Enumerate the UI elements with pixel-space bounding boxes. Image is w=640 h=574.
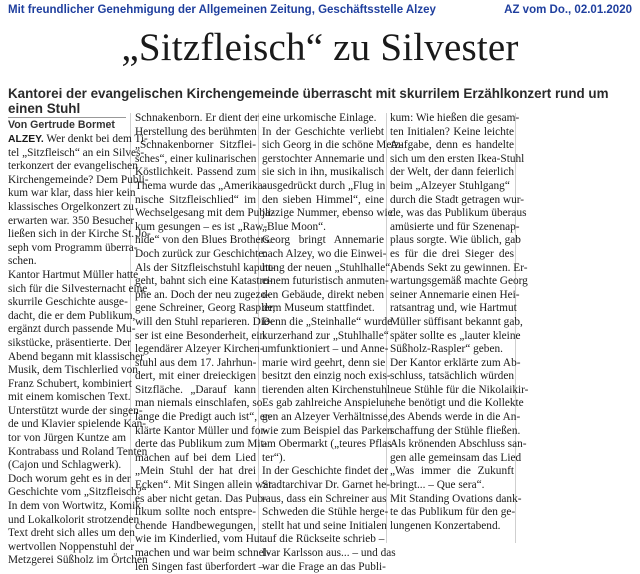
article-line: bringt... – Que sera“. <box>390 479 485 492</box>
article-line: ausgedrückt durch „Flug in <box>262 179 386 192</box>
article-line: ALZEY. Wer denkt bei dem Ti- <box>8 133 148 145</box>
article-line: klärte Kantor Müller und for- <box>135 424 268 437</box>
article-line: „Schnakenborner Sitzflei- <box>135 139 256 152</box>
article-line: durch die Stadt getragen wur- <box>390 193 525 206</box>
column-divider <box>515 113 516 543</box>
article-line: dem Museum stattfindet. <box>262 302 375 315</box>
article-line: auf die Rückseite schrieb – <box>262 533 385 546</box>
article-column-4 <box>390 112 529 533</box>
article-line: „Blue Moon“. <box>262 220 327 233</box>
article-line: te das Publikum für den ge- <box>390 506 516 519</box>
article-line: Sitzfläche. „Darauf kann <box>135 383 256 396</box>
article-line: Wechselgesang mit dem Publi- <box>135 207 275 220</box>
article-line: raus, dass ein Schreiner aus <box>262 492 387 505</box>
article-column-2 <box>135 112 276 574</box>
article-line: „Mein Stuhl der hat drei <box>135 465 256 478</box>
article-line: de, was das Publikum überaus <box>390 207 527 220</box>
article-line: sikstücke, präsentierte. Der <box>8 336 131 349</box>
article-line: gen alle gemeinsam das Lied <box>390 451 522 464</box>
article-line: schluss, tatsächlich würden <box>390 370 514 383</box>
article-line: Kontrabass und Roland Tenten <box>8 445 148 458</box>
article-line: tel „Sitzfleisch“ an ein Silves- <box>8 146 145 159</box>
article-line: „Was immer die Zukunft <box>390 465 514 478</box>
article-line: wertvollen Noppenstuhl der <box>8 540 135 553</box>
article-line: man niemals einschlafen, so <box>135 397 263 410</box>
article-line: dacht, die er dem Publikum, <box>8 309 136 322</box>
article-line: Metzgerei Süßholz im Örtchen <box>8 554 148 567</box>
article-line: es aber nicht getan. Das Pub- <box>135 492 267 505</box>
article-line: Als krönenden Abschluss san- <box>390 438 527 451</box>
article-line: Stadtarchivar Dr. Garnet he- <box>262 479 390 492</box>
article-line: lange die Predigt auch ist“, er- <box>135 411 273 424</box>
article-line: ten Initialen? Keine leichte <box>390 125 514 138</box>
article-author: Von Gertrude Bormet <box>8 117 126 131</box>
article-line: ratsantrag und, wie Hartmut <box>390 302 517 315</box>
article-line: sie sich in ihn, musikalisch <box>262 166 385 179</box>
article-line: ließen sich in der Kirche St. Jo- <box>8 228 151 241</box>
article-line: stellt hat und seine Initialen <box>262 519 387 532</box>
article-line: len Singen fast überfordert – <box>135 560 265 573</box>
article-line: Süßholz-Raspler“ geben. <box>390 343 503 356</box>
article-line: geht, bahnt sich eine Katastro- <box>135 275 273 288</box>
article-line: marie wird geehrt, denn sie <box>262 356 386 369</box>
article-line: sches“, einer kulinarischen <box>135 152 257 165</box>
article-line: schen. <box>8 255 37 268</box>
article-title: „Sitzfleisch“ zu Silvester <box>121 26 519 69</box>
article-line: dert, mit einer dreieckigen <box>135 370 256 383</box>
article-line: terkonzert der evangelischen <box>8 160 138 173</box>
article-line: Franz Schubert, kombiniert <box>8 377 132 390</box>
article-line: seph vom Programm überra- <box>8 241 138 254</box>
article-line: amüsierte und für Szenenap- <box>390 220 520 233</box>
article-line: hide“ von den Blues Brothers. <box>135 234 272 247</box>
article-line: eine urkomische Einlage. <box>262 112 377 124</box>
article-line: mit einem komischen Text. <box>8 391 131 404</box>
article-line: stuhl aus dem 17. Jahrhun- <box>135 356 257 369</box>
article-line: ergänzt durch passende Mu- <box>8 323 136 336</box>
credit-line: Mit freundlicher Genehmigung der Allgemeinen Zeitung, Geschäftsstelle Alzey <box>8 4 436 16</box>
article-line: es für die drei Sieger des <box>390 247 514 260</box>
article-line: war die Frage an das Publi- <box>262 560 386 573</box>
article-line: Musik, dem Tischlerlied von <box>8 364 138 377</box>
article-line: tierenden alten Kirchenstuhl. <box>262 383 393 396</box>
article-line: chende Handbewegungen, <box>135 519 256 532</box>
article-line: tor von Jürgen Kuntze am <box>8 432 126 445</box>
article-line: am Obermarkt („teures Pflas- <box>262 438 396 451</box>
article-line: Köstlichkeit. Passend zum <box>135 166 256 179</box>
article-line: gene Schreiner, Georg Raspler, <box>135 302 276 315</box>
article-line: plaus sorgte. Wie üblich, gab <box>390 234 521 247</box>
article-line: phe an. Doch der neu zugezo- <box>135 288 270 301</box>
article-line: Schweden die Stühle herge- <box>262 506 389 519</box>
article-line: den Gebäude, direkt neben <box>262 288 384 301</box>
article-line: nische Sitzfleischlied“ im <box>135 193 256 206</box>
article-line: einem futuristisch anmuten- <box>262 275 389 288</box>
article-line: Als der Sitzfleischstuhl kaputt- <box>135 261 276 274</box>
article-line: des Abends werde in die An- <box>390 411 521 424</box>
article-line: Herstellung des berühmten <box>135 125 257 138</box>
article-line: ser ist eine Besonderheit, ein <box>135 329 266 342</box>
article-line: sich Georg in die schöne Metz- <box>262 139 404 152</box>
article-line: Geschichte vom „Sitzfleisch?“ <box>8 486 147 499</box>
article-line: machen und war beim schnel- <box>135 547 271 559</box>
article-line: Abend begann mit klassischer <box>8 350 144 363</box>
article-line: machen auf bei dem Lied <box>135 451 256 464</box>
article-line: In der Geschichte findet der <box>262 465 389 478</box>
article-line: neue Stühle für die Nikolaikir- <box>390 383 529 396</box>
article-line: derte das Publikum zum Mit- <box>135 438 268 451</box>
article-line: beim „Alzeyer Stuhlgang“ <box>390 179 510 192</box>
article-line: besitzt den einzig noch exis- <box>262 370 391 383</box>
article-line: kum: Wie hießen die gesam- <box>390 112 520 124</box>
article-line: In der Geschichte verliebt <box>262 125 384 138</box>
article-line: Georg bringt Annemarie <box>262 234 384 247</box>
article-line: Ivar Karlsson aus... – und das <box>262 547 396 559</box>
article-line: lungenen Konzertabend. <box>390 519 501 532</box>
article-line: später sollte es „lauter kleine <box>390 329 521 342</box>
article-line: che benötigt und die Kollekte <box>390 397 524 410</box>
article-line: den sieben Himmel“, eine <box>262 193 384 206</box>
article-line: Mit Standing Ovations dank- <box>390 492 522 505</box>
article-line: gen an Alzeyer Verhältnisse, <box>262 411 391 424</box>
article-line: Ecken“. Mit Singen allein war <box>135 479 273 492</box>
article-column-3 <box>262 112 404 574</box>
article-line: legendärer Alzeyer Kirchen- <box>135 343 264 356</box>
article-line: klassisches Orgelkonzert zu <box>8 200 134 213</box>
article-line: umfunktioniert – und Anne- <box>262 343 389 356</box>
article-line: will den Stuhl reparieren. Die- <box>135 315 273 328</box>
dateline: ALZEY. <box>8 134 44 145</box>
article-line: sich um den ersten Ikea-Stuhl <box>390 152 525 165</box>
article-line: Müller süffisant bekannt gab, <box>390 315 523 328</box>
article-line: gerstochter Annemarie und <box>262 152 385 165</box>
article-line: Doch worum geht es in der <box>8 472 131 485</box>
article-line: wie zum Beispiel das Parken <box>262 424 393 437</box>
article-line: Der Kantor erklärte zum Ab- <box>390 356 521 369</box>
article-line: Text dreht sich alles um den <box>8 527 135 540</box>
article-line: Unterstützt wurde der singen- <box>8 404 143 417</box>
article-line: und Lokalkolorit strotzenden <box>8 513 140 526</box>
article-line: Doch zurück zur Geschichte: <box>135 247 267 260</box>
article-line: nach Alzey, wo die Einwei- <box>262 247 387 260</box>
article-line: Kirchengemeinde? Dem Publi- <box>8 173 149 186</box>
article-line: seiner Annemarie einen Hei- <box>390 288 520 301</box>
article-line: likum sollte noch entspre- <box>135 506 256 519</box>
article-line: kurzerhand zur „Stuhlhalle“ <box>262 329 389 342</box>
article-line: Aufgabe, denn es handelte <box>390 139 514 152</box>
article-line: kum gesungen – es ist „Raw- <box>135 220 268 233</box>
article-line: wartungsgemäß machte Georg <box>390 275 528 288</box>
article-column-1 <box>8 133 151 568</box>
article-line: schaffung der Stühle fließen. <box>390 424 521 437</box>
source-date: AZ vom Do., 02.01.2020 <box>504 4 632 16</box>
article-line: Schnakenborn. Er dient der <box>135 112 259 124</box>
article-line: Abends Sekt zu gewinnen. Er- <box>390 261 528 274</box>
article-line: erwarten war. 350 Besucher <box>8 214 135 227</box>
article-line: Kantor Hartmut Müller hatte <box>8 268 139 281</box>
article-line: Es gab zahlreiche Anspielun- <box>262 397 395 410</box>
article-line: Thema wurde das „Amerika- <box>135 179 267 192</box>
article-subtitle: Kantorei der evangelischen Kirchengemeinde überrascht mit skurrilem Erzählkonzert rund um einen Stuhl <box>8 86 609 116</box>
article-line: kum war klar, dass hier kein <box>8 187 136 200</box>
article-line: sich für die Silvesternacht eine <box>8 282 148 295</box>
article-line: jazzige Nummer, ebenso wie <box>262 207 393 220</box>
article-line: hung der neuen „Stuhlhalle“, <box>262 261 394 274</box>
article-line: ter“). <box>262 451 286 464</box>
article-line: skurrile Geschichte ausge- <box>8 296 128 309</box>
article-line: Denn die „Steinhalle“ wurde <box>262 315 393 328</box>
article-line: de und Klavier spielende Kan- <box>8 418 147 431</box>
article-line: der Welt, der dann feierlich <box>390 166 514 179</box>
article-line: In dem von Wortwitz, Komik <box>8 500 141 513</box>
article-line: wie im Kinderlied, vom Hut <box>135 533 263 546</box>
article-line: (Cajon und Schlagwerk). <box>8 459 122 472</box>
